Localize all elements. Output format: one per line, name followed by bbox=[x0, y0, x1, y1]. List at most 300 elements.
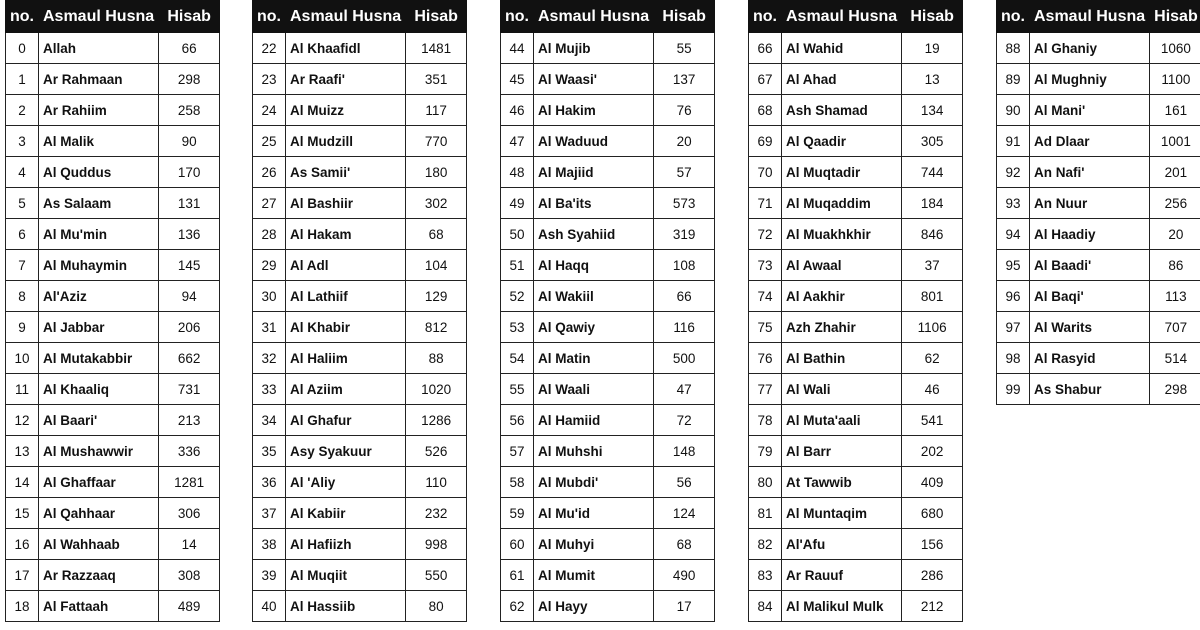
name-cell: Al Adl bbox=[286, 250, 406, 281]
name-cell: Al Mushawwir bbox=[39, 436, 159, 467]
name-cell: Al Wakiil bbox=[534, 281, 654, 312]
row-number: 75 bbox=[749, 312, 782, 343]
value-cell: 319 bbox=[654, 219, 715, 250]
value-cell: 116 bbox=[654, 312, 715, 343]
row-number: 59 bbox=[501, 498, 534, 529]
table-row bbox=[749, 126, 963, 157]
name-table-4 bbox=[748, 0, 963, 622]
name-table-5 bbox=[996, 0, 1200, 405]
row-number: 33 bbox=[253, 374, 286, 405]
value-cell: 68 bbox=[406, 219, 467, 250]
name-cell: Al Mani' bbox=[1030, 95, 1150, 126]
value-cell: 19 bbox=[902, 33, 963, 64]
name-cell: Al Ba'its bbox=[534, 188, 654, 219]
name-cell: Al Wahhaab bbox=[39, 529, 159, 560]
name-cell: Al Mubdi' bbox=[534, 467, 654, 498]
table-row bbox=[253, 281, 467, 312]
name-cell: Al Muizz bbox=[286, 95, 406, 126]
row-number: 66 bbox=[749, 33, 782, 64]
row-number: 98 bbox=[997, 343, 1030, 374]
row-number: 22 bbox=[253, 33, 286, 64]
row-number: 73 bbox=[749, 250, 782, 281]
row-number: 11 bbox=[6, 374, 39, 405]
value-cell: 57 bbox=[654, 157, 715, 188]
name-table-1 bbox=[5, 0, 220, 622]
table-row bbox=[6, 374, 220, 405]
value-cell: 14 bbox=[159, 529, 220, 560]
table-row bbox=[749, 560, 963, 591]
name-cell: Al Haliim bbox=[286, 343, 406, 374]
table-row bbox=[749, 436, 963, 467]
table-row bbox=[253, 33, 467, 64]
value-cell: 90 bbox=[159, 126, 220, 157]
name-cell: Al Qawiy bbox=[534, 312, 654, 343]
row-number: 53 bbox=[501, 312, 534, 343]
name-cell: Ar Rauuf bbox=[782, 560, 902, 591]
value-cell: 129 bbox=[406, 281, 467, 312]
table-row bbox=[6, 529, 220, 560]
value-cell: 134 bbox=[902, 95, 963, 126]
name-cell: Al Khaafidl bbox=[286, 33, 406, 64]
table-row bbox=[749, 591, 963, 622]
table-row bbox=[501, 374, 715, 405]
header-row bbox=[6, 1, 220, 33]
value-cell: 108 bbox=[654, 250, 715, 281]
value-cell: 1106 bbox=[902, 312, 963, 343]
name-cell: As Shabur bbox=[1030, 374, 1150, 405]
row-number: 34 bbox=[253, 405, 286, 436]
header-value: Hisab bbox=[902, 1, 963, 33]
value-cell: 541 bbox=[902, 405, 963, 436]
table-row bbox=[6, 157, 220, 188]
value-cell: 20 bbox=[1150, 219, 1200, 250]
value-cell: 212 bbox=[902, 591, 963, 622]
table-row bbox=[253, 560, 467, 591]
row-number: 97 bbox=[997, 312, 1030, 343]
table-row bbox=[749, 188, 963, 219]
table-row bbox=[253, 188, 467, 219]
row-number: 68 bbox=[749, 95, 782, 126]
name-cell: Al Matin bbox=[534, 343, 654, 374]
value-cell: 94 bbox=[159, 281, 220, 312]
row-number: 37 bbox=[253, 498, 286, 529]
name-cell: Al Hakim bbox=[534, 95, 654, 126]
value-cell: 137 bbox=[654, 64, 715, 95]
value-cell: 104 bbox=[406, 250, 467, 281]
table-row bbox=[253, 343, 467, 374]
table-row bbox=[6, 405, 220, 436]
name-cell: Al Qaadir bbox=[782, 126, 902, 157]
name-cell: Al Mughniy bbox=[1030, 64, 1150, 95]
row-number: 81 bbox=[749, 498, 782, 529]
value-cell: 550 bbox=[406, 560, 467, 591]
name-cell: Allah bbox=[39, 33, 159, 64]
row-number: 12 bbox=[6, 405, 39, 436]
value-cell: 202 bbox=[902, 436, 963, 467]
row-number: 57 bbox=[501, 436, 534, 467]
name-cell: Ar Rahmaan bbox=[39, 64, 159, 95]
table-row bbox=[501, 405, 715, 436]
name-cell: Al Lathiif bbox=[286, 281, 406, 312]
row-number: 80 bbox=[749, 467, 782, 498]
row-number: 60 bbox=[501, 529, 534, 560]
table-row bbox=[749, 467, 963, 498]
row-number: 74 bbox=[749, 281, 782, 312]
row-number: 13 bbox=[6, 436, 39, 467]
table-row bbox=[749, 405, 963, 436]
row-number: 6 bbox=[6, 219, 39, 250]
name-cell: Al Waali bbox=[534, 374, 654, 405]
row-number: 30 bbox=[253, 281, 286, 312]
row-number: 54 bbox=[501, 343, 534, 374]
name-cell: Azh Zhahir bbox=[782, 312, 902, 343]
row-number: 58 bbox=[501, 467, 534, 498]
name-cell: Al Muhshi bbox=[534, 436, 654, 467]
name-cell: Al Waduud bbox=[534, 126, 654, 157]
value-cell: 201 bbox=[1150, 157, 1200, 188]
table-row bbox=[6, 436, 220, 467]
row-number: 26 bbox=[253, 157, 286, 188]
name-cell: An Nuur bbox=[1030, 188, 1150, 219]
name-cell: Ar Rahiim bbox=[39, 95, 159, 126]
table-row bbox=[253, 436, 467, 467]
table-row bbox=[997, 126, 1200, 157]
name-cell: As Samii' bbox=[286, 157, 406, 188]
table-row bbox=[253, 312, 467, 343]
table-row bbox=[6, 64, 220, 95]
row-number: 56 bbox=[501, 405, 534, 436]
table-row bbox=[253, 374, 467, 405]
name-cell: Al Jabbar bbox=[39, 312, 159, 343]
table-row bbox=[997, 95, 1200, 126]
name-cell: Ash Syahiid bbox=[534, 219, 654, 250]
row-number: 5 bbox=[6, 188, 39, 219]
table-row bbox=[6, 250, 220, 281]
name-cell: Al Ahad bbox=[782, 64, 902, 95]
value-cell: 68 bbox=[654, 529, 715, 560]
name-cell: Al Malik bbox=[39, 126, 159, 157]
value-cell: 680 bbox=[902, 498, 963, 529]
name-cell: Al Wali bbox=[782, 374, 902, 405]
header-value: Hisab bbox=[406, 1, 467, 33]
value-cell: 136 bbox=[159, 219, 220, 250]
header-no: no. bbox=[501, 1, 534, 33]
row-number: 2 bbox=[6, 95, 39, 126]
row-number: 91 bbox=[997, 126, 1030, 157]
name-cell: Al Hafiizh bbox=[286, 529, 406, 560]
table-row bbox=[997, 281, 1200, 312]
row-number: 38 bbox=[253, 529, 286, 560]
value-cell: 117 bbox=[406, 95, 467, 126]
header-name: Asmaul Husna bbox=[286, 1, 406, 33]
table-row bbox=[501, 188, 715, 219]
name-cell: Al Bathin bbox=[782, 343, 902, 374]
table-row bbox=[997, 343, 1200, 374]
row-number: 71 bbox=[749, 188, 782, 219]
table-row bbox=[749, 64, 963, 95]
value-cell: 351 bbox=[406, 64, 467, 95]
table-row bbox=[749, 157, 963, 188]
value-cell: 305 bbox=[902, 126, 963, 157]
value-cell: 156 bbox=[902, 529, 963, 560]
name-cell: Al Muta'aali bbox=[782, 405, 902, 436]
value-cell: 1481 bbox=[406, 33, 467, 64]
row-number: 40 bbox=[253, 591, 286, 622]
name-cell: Asy Syakuur bbox=[286, 436, 406, 467]
row-number: 50 bbox=[501, 219, 534, 250]
table-row bbox=[6, 126, 220, 157]
name-cell: Al Baadi' bbox=[1030, 250, 1150, 281]
table-row bbox=[749, 529, 963, 560]
value-cell: 113 bbox=[1150, 281, 1200, 312]
name-cell: Ad Dlaar bbox=[1030, 126, 1150, 157]
name-cell: Al Warits bbox=[1030, 312, 1150, 343]
value-cell: 184 bbox=[902, 188, 963, 219]
value-cell: 744 bbox=[902, 157, 963, 188]
name-cell: Al Mudzill bbox=[286, 126, 406, 157]
name-cell: Al Ghafur bbox=[286, 405, 406, 436]
name-cell: Al Ghaffaar bbox=[39, 467, 159, 498]
row-number: 55 bbox=[501, 374, 534, 405]
table-row bbox=[6, 188, 220, 219]
row-number: 3 bbox=[6, 126, 39, 157]
row-number: 48 bbox=[501, 157, 534, 188]
header-no: no. bbox=[253, 1, 286, 33]
row-number: 32 bbox=[253, 343, 286, 374]
name-cell: Al Quddus bbox=[39, 157, 159, 188]
value-cell: 500 bbox=[654, 343, 715, 374]
name-cell: At Tawwib bbox=[782, 467, 902, 498]
name-cell: Al Muakhkhir bbox=[782, 219, 902, 250]
table-row bbox=[253, 126, 467, 157]
header-value: Hisab bbox=[159, 1, 220, 33]
value-cell: 526 bbox=[406, 436, 467, 467]
value-cell: 206 bbox=[159, 312, 220, 343]
value-cell: 1001 bbox=[1150, 126, 1200, 157]
name-cell: As Salaam bbox=[39, 188, 159, 219]
value-cell: 46 bbox=[902, 374, 963, 405]
table-row bbox=[253, 498, 467, 529]
value-cell: 1020 bbox=[406, 374, 467, 405]
name-table-3 bbox=[500, 0, 715, 622]
row-number: 23 bbox=[253, 64, 286, 95]
table-row bbox=[749, 498, 963, 529]
value-cell: 812 bbox=[406, 312, 467, 343]
value-cell: 662 bbox=[159, 343, 220, 374]
row-number: 61 bbox=[501, 560, 534, 591]
value-cell: 66 bbox=[654, 281, 715, 312]
table-row bbox=[749, 95, 963, 126]
name-cell: Al Majiid bbox=[534, 157, 654, 188]
name-cell: Al Kabiir bbox=[286, 498, 406, 529]
table-row bbox=[997, 64, 1200, 95]
value-cell: 489 bbox=[159, 591, 220, 622]
row-number: 8 bbox=[6, 281, 39, 312]
table-row bbox=[253, 219, 467, 250]
value-cell: 514 bbox=[1150, 343, 1200, 374]
name-cell: Al Hayy bbox=[534, 591, 654, 622]
table-row bbox=[6, 219, 220, 250]
row-number: 4 bbox=[6, 157, 39, 188]
table-row bbox=[749, 33, 963, 64]
value-cell: 76 bbox=[654, 95, 715, 126]
table-row bbox=[501, 591, 715, 622]
name-cell: Ar Raafi' bbox=[286, 64, 406, 95]
value-cell: 1281 bbox=[159, 467, 220, 498]
table-row bbox=[253, 250, 467, 281]
table-row bbox=[6, 467, 220, 498]
row-number: 96 bbox=[997, 281, 1030, 312]
value-cell: 66 bbox=[159, 33, 220, 64]
name-cell: Al Aziim bbox=[286, 374, 406, 405]
value-cell: 286 bbox=[902, 560, 963, 591]
value-cell: 17 bbox=[654, 591, 715, 622]
table-row bbox=[997, 33, 1200, 64]
table-row bbox=[253, 95, 467, 126]
row-number: 9 bbox=[6, 312, 39, 343]
row-number: 10 bbox=[6, 343, 39, 374]
table-row bbox=[501, 436, 715, 467]
name-cell: Al'Aziz bbox=[39, 281, 159, 312]
name-cell: Al'Afu bbox=[782, 529, 902, 560]
name-cell: Al Mumit bbox=[534, 560, 654, 591]
row-number: 77 bbox=[749, 374, 782, 405]
table-row bbox=[749, 343, 963, 374]
row-number: 0 bbox=[6, 33, 39, 64]
table-row bbox=[997, 374, 1200, 405]
row-number: 17 bbox=[6, 560, 39, 591]
row-number: 62 bbox=[501, 591, 534, 622]
table-row bbox=[501, 343, 715, 374]
row-number: 39 bbox=[253, 560, 286, 591]
name-cell: Al Hakam bbox=[286, 219, 406, 250]
row-number: 18 bbox=[6, 591, 39, 622]
name-cell: Al Waasi' bbox=[534, 64, 654, 95]
value-cell: 1100 bbox=[1150, 64, 1200, 95]
value-cell: 180 bbox=[406, 157, 467, 188]
table-row bbox=[253, 467, 467, 498]
name-cell: Al Barr bbox=[782, 436, 902, 467]
name-cell: Al Muhaymin bbox=[39, 250, 159, 281]
row-number: 88 bbox=[997, 33, 1030, 64]
row-number: 94 bbox=[997, 219, 1030, 250]
row-number: 7 bbox=[6, 250, 39, 281]
name-cell: Al Khabir bbox=[286, 312, 406, 343]
header-no: no. bbox=[749, 1, 782, 33]
row-number: 76 bbox=[749, 343, 782, 374]
value-cell: 232 bbox=[406, 498, 467, 529]
value-cell: 998 bbox=[406, 529, 467, 560]
table-row bbox=[997, 157, 1200, 188]
name-cell: Al Muhyi bbox=[534, 529, 654, 560]
value-cell: 62 bbox=[902, 343, 963, 374]
table-row bbox=[749, 374, 963, 405]
value-cell: 409 bbox=[902, 467, 963, 498]
name-cell: Al Aakhir bbox=[782, 281, 902, 312]
row-number: 92 bbox=[997, 157, 1030, 188]
value-cell: 20 bbox=[654, 126, 715, 157]
value-cell: 308 bbox=[159, 560, 220, 591]
name-cell: Al Mu'id bbox=[534, 498, 654, 529]
name-cell: Al Wahid bbox=[782, 33, 902, 64]
table-row bbox=[6, 560, 220, 591]
value-cell: 258 bbox=[159, 95, 220, 126]
table-row bbox=[501, 498, 715, 529]
row-number: 15 bbox=[6, 498, 39, 529]
name-cell: Al Khaaliq bbox=[39, 374, 159, 405]
row-number: 78 bbox=[749, 405, 782, 436]
table-row bbox=[6, 591, 220, 622]
value-cell: 161 bbox=[1150, 95, 1200, 126]
table-row bbox=[501, 529, 715, 560]
name-cell: Al 'Aliy bbox=[286, 467, 406, 498]
name-cell: Al Mujib bbox=[534, 33, 654, 64]
name-cell: Al Fattaah bbox=[39, 591, 159, 622]
name-cell: Al Mu'min bbox=[39, 219, 159, 250]
table-row bbox=[501, 560, 715, 591]
row-number: 89 bbox=[997, 64, 1030, 95]
row-number: 83 bbox=[749, 560, 782, 591]
header-row bbox=[253, 1, 467, 33]
row-number: 16 bbox=[6, 529, 39, 560]
row-number: 31 bbox=[253, 312, 286, 343]
name-cell: Al Muqtadir bbox=[782, 157, 902, 188]
header-row bbox=[749, 1, 963, 33]
table-row bbox=[253, 64, 467, 95]
name-cell: Al Qahhaar bbox=[39, 498, 159, 529]
header-no: no. bbox=[6, 1, 39, 33]
row-number: 1 bbox=[6, 64, 39, 95]
value-cell: 13 bbox=[902, 64, 963, 95]
table-row bbox=[253, 529, 467, 560]
row-number: 45 bbox=[501, 64, 534, 95]
row-number: 90 bbox=[997, 95, 1030, 126]
value-cell: 55 bbox=[654, 33, 715, 64]
value-cell: 302 bbox=[406, 188, 467, 219]
row-number: 44 bbox=[501, 33, 534, 64]
table-row bbox=[749, 250, 963, 281]
row-number: 70 bbox=[749, 157, 782, 188]
row-number: 52 bbox=[501, 281, 534, 312]
name-cell: Al Baqi' bbox=[1030, 281, 1150, 312]
name-cell: Al Hassiib bbox=[286, 591, 406, 622]
name-cell: Al Muqiit bbox=[286, 560, 406, 591]
row-number: 46 bbox=[501, 95, 534, 126]
row-number: 95 bbox=[997, 250, 1030, 281]
table-row bbox=[253, 157, 467, 188]
name-table-2 bbox=[252, 0, 467, 622]
name-cell: Al Baari' bbox=[39, 405, 159, 436]
value-cell: 846 bbox=[902, 219, 963, 250]
value-cell: 1286 bbox=[406, 405, 467, 436]
header-name: Asmaul Husna bbox=[782, 1, 902, 33]
row-number: 84 bbox=[749, 591, 782, 622]
value-cell: 80 bbox=[406, 591, 467, 622]
value-cell: 56 bbox=[654, 467, 715, 498]
row-number: 35 bbox=[253, 436, 286, 467]
header-value: Hisab bbox=[1150, 1, 1200, 33]
table-row bbox=[501, 467, 715, 498]
value-cell: 731 bbox=[159, 374, 220, 405]
row-number: 25 bbox=[253, 126, 286, 157]
value-cell: 770 bbox=[406, 126, 467, 157]
value-cell: 110 bbox=[406, 467, 467, 498]
name-cell: An Nafi' bbox=[1030, 157, 1150, 188]
table-row bbox=[6, 281, 220, 312]
name-cell: Al Haadiy bbox=[1030, 219, 1150, 250]
value-cell: 306 bbox=[159, 498, 220, 529]
row-number: 79 bbox=[749, 436, 782, 467]
